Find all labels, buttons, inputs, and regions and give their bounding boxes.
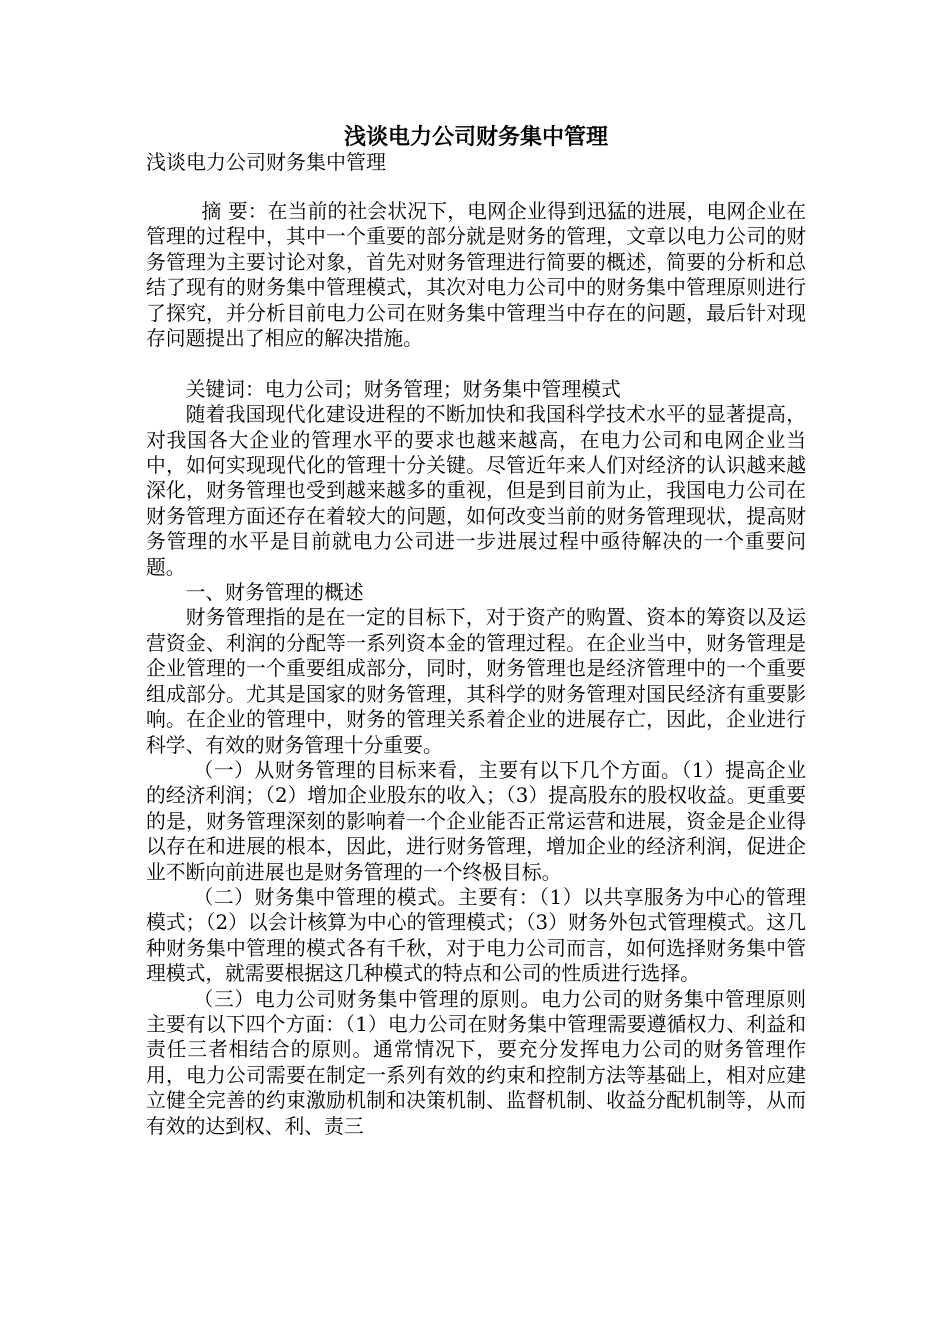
subsection-paragraph-2: （二）财务集中管理的模式。主要有：（1）以共享服务为中心的管理模式；（2）以会计核算为中心的管理模式；（3）财务外包式管理模式。这几种财务集中管理的模式各有千秋，对于电力公司而言，如何选择财务集中管理模式，就需要根据这几种模式的特点和公司的性质进行选择。 [146,885,806,986]
intro-paragraph: 随着我国现代化建设进程的不断加快和我国科学技术水平的显著提高，对我国各大企业的管理水平的要求也越来越高，在电力公司和电网企业当中，如何实现现代化的管理十分关键。尽管近年来人们对经济的认识越来越深化，财务管理也受到越来越多的重视，但是到目前为止，我国电力公司在财务管理方面还存在着较大的问题，如何改变当前的财务管理现状，提高财务管理的水平是目前就电力公司进一步进展过程中亟待解决的一个重要问题。 [146,403,806,579]
abstract-paragraph: 摘 要：在当前的社会状况下，电网企业得到迅猛的进展，电网企业在管理的过程中，其中一个重要的部分就是财务的管理，文章以电力公司的财务管理为主要讨论对象，首先对财务管理进行简要的概述，简要的分析和总结了现有的财务集中管理模式，其次对电力公司中的财务集中管理原则进行了探究，并分析目前电力公司在财务集中管理当中存在的问题，最后针对现存问题提出了相应的解决措施。 [146,200,806,351]
document-body [146,199,806,1139]
document-title: 浅谈电力公司财务集中管理 [343,124,608,150]
section-heading: 一、财务管理的概述 [185,581,364,605]
keywords-line: 关键词：电力公司；财务管理；财务集中管理模式 [185,377,621,401]
subsection-paragraph-3: （三）电力公司财务集中管理的原则。电力公司的财务集中管理原则主要有以下四个方面：（1）电力公司在财务集中管理需要遵循权力、利益和责任三者相结合的原则。通常情况下，要充分发挥电力公司的财务管理作用，电力公司需要在制定一系列有效的约束和控制方法等基础上，相对应建立健全完善的约束激励机制和决策机制、监督机制、收益分配机制等，从而有效的达到权、利、责三 [146,987,806,1138]
subsection-paragraph-1: （一）从财务管理的目标来看，主要有以下几个方面。（1）提高企业的经济利润；（2）增加企业股东的收入；（3）提高股东的股权收益。更重要的是，财务管理深刻的影响着一个企业能否正常运营和进展，资金是企业得以存在和进展的根本，因此，进行财务管理，增加企业的经济利润，促进企业不断向前进展也是财务管理的一个终极目标。 [146,758,806,884]
document-subtitle: 浅谈电力公司财务集中管理 [146,150,386,174]
section-paragraph: 财务管理指的是在一定的目标下，对于资产的购置、资本的筹资以及运营资金、利润的分配等一系列资本金的管理过程。在企业当中，财务管理是企业管理的一个重要组成部分，同时，财务管理也是经济管理中的一个重要组成部分。尤其是国家的财务管理，其科学的财务管理对国民经济有重要影响。在企业的管理中，财务的管理关系着企业的进展存亡，因此，企业进行科学、有效的财务管理十分重要。 [146,606,806,757]
